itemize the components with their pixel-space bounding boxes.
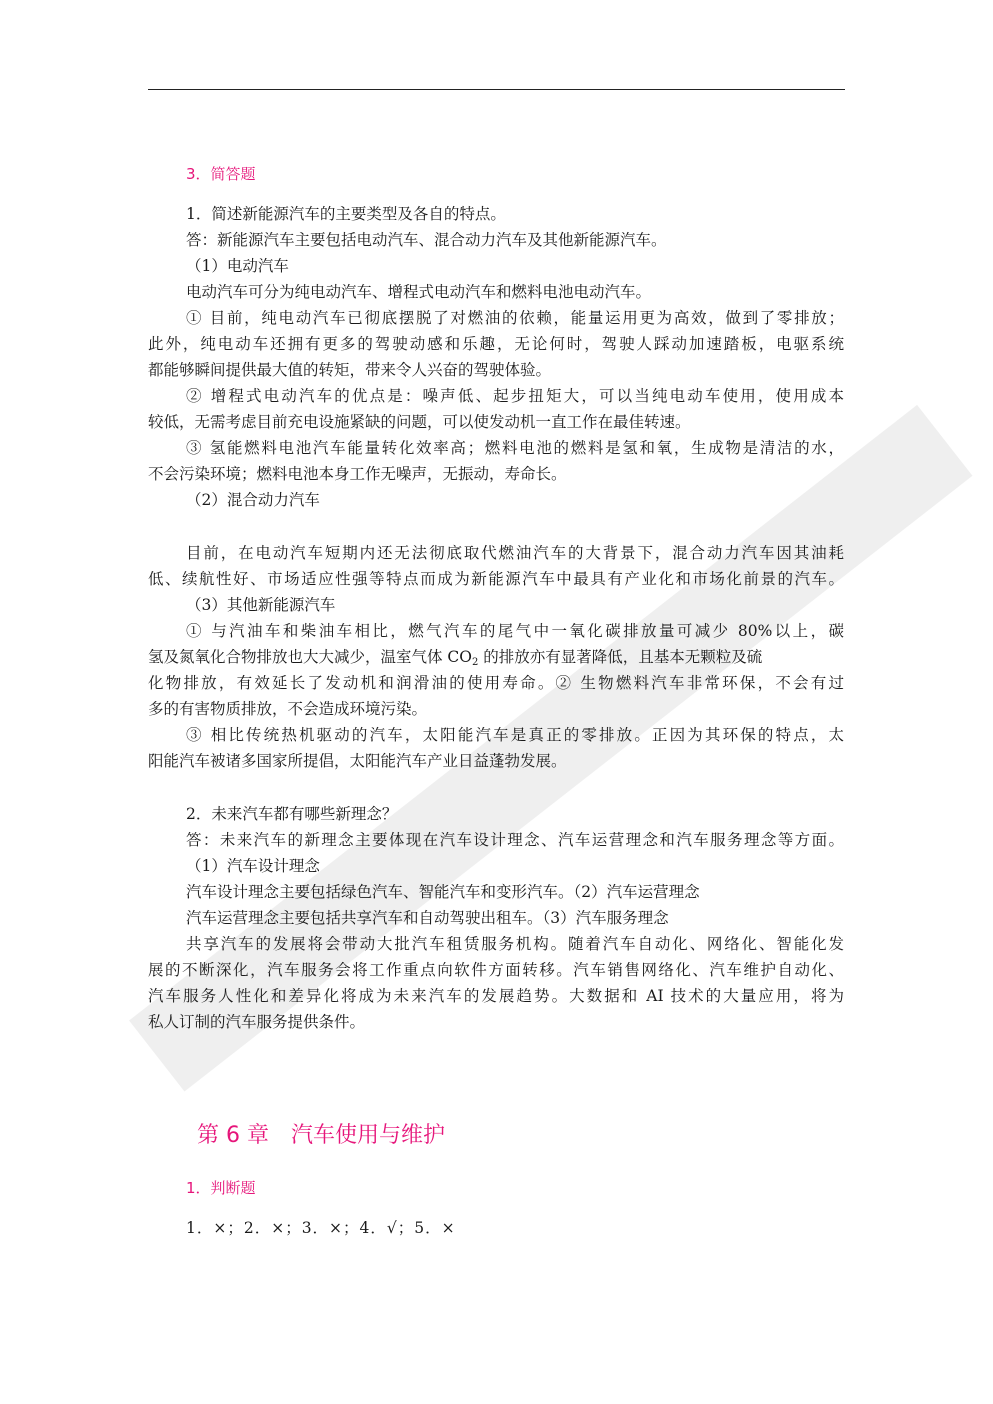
answer-1-intro: 答：新能源汽车主要包括电动汽车、混合动力汽车及其他新能源汽车。 xyxy=(186,231,667,249)
subheading-hybrid-vehicle: （2）混合动力汽车 xyxy=(186,491,320,509)
section-title-short-answer: 3．简答题 xyxy=(186,165,256,183)
question-2: 2．未来汽车都有哪些新理念？ xyxy=(186,805,398,823)
section-title-true-false: 1．判断题 xyxy=(186,1179,256,1197)
paragraph-line: 低、续航性好、市场适应性强等特点而成为新能源汽车中最具有产业化和市场化前景的汽车。 xyxy=(148,570,844,588)
paragraph-line: 展的不断深化，汽车服务会将工作重点向软件方面转移。汽车销售网络化、汽车维护自动化、 xyxy=(148,961,844,979)
paragraph-line: 共享汽车的发展将会带动大批汽车租赁服务机构。随着汽车自动化、网络化、智能化发 xyxy=(186,935,844,953)
text-span: 的排放亦有显著降低，且基本无颗粒及硫 xyxy=(478,648,763,666)
question-1: 1．简述新能源汽车的主要类型及各自的特点。 xyxy=(186,205,506,223)
chapter-heading xyxy=(197,1121,445,1151)
paragraph-line-co2 xyxy=(148,647,762,667)
paragraph-line: 此外，纯电动车还拥有更多的驾驶动感和乐趣，无论何时，驾驶人踩动加速踏板，电驱系统 xyxy=(148,335,844,353)
paragraph-line: 不会污染环境；燃料电池本身工作无噪声，无振动，寿命长。 xyxy=(148,465,567,483)
answer-2-intro: 答：未来汽车的新理念主要体现在汽车设计理念、汽车运营理念和汽车服务理念等方面。 xyxy=(186,831,844,849)
subscript-2: 2 xyxy=(472,657,479,668)
paragraph-line: 汽车运营理念主要包括共享汽车和自动驾驶出租车。（3）汽车服务理念 xyxy=(186,909,669,927)
paragraph-line: 多的有害物质排放，不会造成环境污染。 xyxy=(148,700,428,718)
subheading-design-concept: （1）汽车设计理念 xyxy=(186,857,320,875)
paragraph-line: 较低，无需考虑目前充电设施紧缺的问题，可以使发动机一直工作在最佳转速。 xyxy=(148,413,691,431)
paragraph-line: ① 与汽油车和柴油车相比，燃气汽车的尾气中一氧化碳排放量可减少 80%以上，碳 xyxy=(186,622,844,640)
text-span: 氢及氮氧化合物排放也大大减少，温室气体 CO xyxy=(148,648,472,666)
paragraph-line: ① 目前，纯电动汽车已彻底摆脱了对燃油的依赖，能量运用更为高效，做到了零排放； xyxy=(186,309,844,327)
chapter-number: 第 6 章 xyxy=(197,1123,269,1148)
paragraph-line: 阳能汽车被诸多国家所提倡，太阳能汽车产业日益蓬勃发展。 xyxy=(148,752,567,770)
paragraph-line: 私人订制的汽车服务提供条件。 xyxy=(148,1013,366,1031)
paragraph-line: 都能够瞬间提供最大值的转矩，带来令人兴奋的驾驶体验。 xyxy=(148,361,552,379)
subheading-other-new-energy: （3）其他新能源汽车 xyxy=(186,596,336,614)
paragraph-line: ③ 相比传统热机驱动的汽车，太阳能汽车是真正的零排放。正因为其环保的特点，太 xyxy=(186,726,844,744)
paragraph-line: 目前，在电动汽车短期内还无法彻底取代燃油汽车的大背景下，混合动力汽车因其油耗 xyxy=(186,544,844,562)
paragraph-line: 电动汽车可分为纯电动汽车、增程式电动汽车和燃料电池电动汽车。 xyxy=(186,283,652,301)
header-rule xyxy=(148,89,845,90)
subheading-electric-vehicle: （1）电动汽车 xyxy=(186,257,289,275)
paragraph-line: 汽车设计理念主要包括绿色汽车、智能汽车和变形汽车。（2）汽车运营理念 xyxy=(186,883,700,901)
paragraph-line: 汽车服务人性化和差异化将成为未来汽车的发展趋势。大数据和 AI 技术的大量应用，将为 xyxy=(148,987,844,1005)
paragraph-line: ③ 氢能燃料电池汽车能量转化效率高；燃料电池的燃料是氢和氧，生成物是清洁的水， xyxy=(186,439,844,457)
answers-line: 1．×；2．×；3．×；4．√；5．× xyxy=(186,1219,456,1237)
chapter-title: 汽车使用与维护 xyxy=(290,1123,445,1148)
paragraph-line: 化物排放，有效延长了发动机和润滑油的使用寿命。② 生物燃料汽车非常环保，不会有过 xyxy=(148,674,844,692)
paragraph-line: ② 增程式电动汽车的优点是：噪声低、起步扭矩大，可以当纯电动车使用，使用成本 xyxy=(186,387,844,405)
